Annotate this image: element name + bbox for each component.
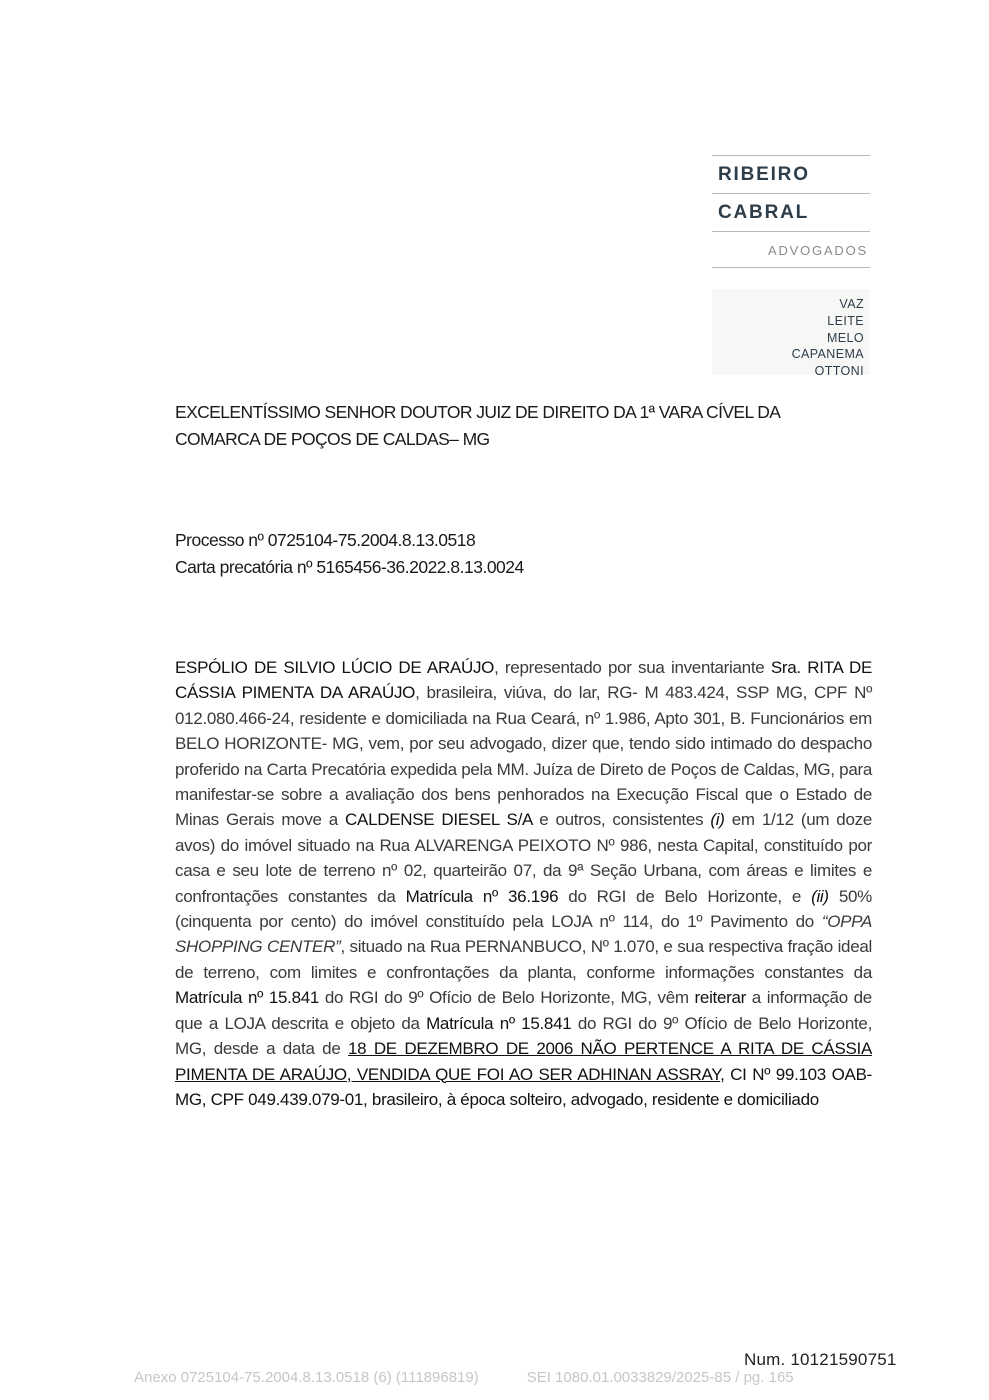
party-name: ESPÓLIO DE SILVIO LÚCIO DE ARAÚJO <box>175 658 495 677</box>
underlined-statement: 18 DE DEZEMBRO DE 2006 NÃO PERTENCE A RITA DE CÁSSIA PIMENTA DE ARAÚJO, VENDIDA QUE FOI AO SER ADHINAN ASSRAY <box>175 1039 872 1084</box>
representative-name: Sra. RITA DE CÁSSIA PIMENTA DA ARAÚJO <box>175 658 872 703</box>
partner-name: LEITE <box>827 313 864 328</box>
logo-rule <box>712 267 870 268</box>
registry-number: Matrícula nº 15.841 <box>175 988 320 1008</box>
text-run: 50% (cinquenta por cento) do imóvel constituído pela LOJA nº 114, do 1º Pavimento do <box>175 886 872 932</box>
addressee <box>175 399 825 453</box>
text-run: do RGI do 9º Ofício de Belo Horizonte, MG, vêm <box>319 988 695 1008</box>
partner-name: MELO <box>826 330 864 345</box>
registry-number: Matrícula nº 36.196 <box>405 886 559 906</box>
annex-stamp <box>134 1369 894 1386</box>
item-marker: (ii) <box>811 886 829 906</box>
process-reference <box>175 527 825 581</box>
emphasis-reiterar: reiterar <box>694 988 746 1008</box>
partner-list <box>712 289 870 379</box>
text-run: , situado na Rua PERNANBUCO, Nº 1.070, e sua respectiva fração ideal de terreno, com limites e confrontações da planta, conforme informações constantes da <box>175 937 872 982</box>
text-run: em 1/12 (um doze avos) do imóvel situado na Rua ALVARENGA PEIXOTO Nº 986, nesta Capital, constituído por casa e seu lote de terreno nº 02, quarteirão 07, da 9ª Seção Urbana, com áreas e limites e confrontações constantes da <box>175 810 872 906</box>
text-run: , brasileira, viúva, do lar, RG- M 483.424, SSP MG, CPF Nº 012.080.466-24, residente e domiciliada na Rua Ceará, nº 1.986, Apto 301, B. Funcionários em BELO HORIZONTE- MG, vem, por seu advogado, dizer que, tendo sido intimado do despacho proferido na Carta Precatória expedida pela MM. Juíza de Direto de Poços de Caldas, MG, para manifestar-se sobre a avaliação dos bens penhorados na Execução Fiscal que o Estado de Minas Gerais move a <box>175 683 872 830</box>
document-number: Num. 10121590751 <box>744 1350 897 1369</box>
logo-line-ribeiro: RIBEIRO <box>718 164 810 185</box>
annex-reference: Anexo 0725104-75.2004.8.13.0518 (6) (111896819) <box>134 1369 479 1386</box>
sei-reference: SEI 1080.01.0033829/2025-85 / pg. 165 <box>526 1369 794 1386</box>
buyer-details: , CI Nº 99.103 OAB-MG, CPF 049.439.079-01, brasileiro, à época solteiro, advogado, residente e domiciliado <box>175 1064 872 1109</box>
logo-line-advogados: ADVOGADOS <box>768 243 868 258</box>
text-run: a informação de que a LOJA descrita e objeto da <box>175 988 872 1033</box>
mall-name: “OPPA SHOPPING CENTER” <box>175 912 872 957</box>
partner-name: OTTONI <box>814 364 864 379</box>
defendant-name: CALDENSE DIESEL S/A <box>345 810 533 830</box>
partner-name: VAZ <box>839 297 864 311</box>
addressee-line: COMARCA DE POÇOS DE CALDAS– MG <box>175 429 490 449</box>
firm-logo <box>712 155 870 268</box>
addressee-line: EXCELENTÍSSIMO SENHOR DOUTOR JUIZ DE DIREITO DA 1ª VARA CÍVEL DA <box>175 402 781 422</box>
registry-number: Matrícula nº 15.841 <box>426 1013 572 1033</box>
text-run: e outros, consistentes <box>532 810 711 830</box>
petition-paragraph <box>175 655 872 1112</box>
process-number: Processo nº 0725104-75.2004.8.13.0518 <box>175 530 476 550</box>
precatory-letter-number: Carta precatória nº 5165456-36.2022.8.13.0024 <box>175 557 524 577</box>
partner-name: CAPANEMA <box>791 347 864 362</box>
text-run: , representado por sua inventariante <box>494 658 771 677</box>
text-run: do RGI do 9º Ofício de Belo Horizonte, MG, desde a data de <box>175 1013 872 1059</box>
item-marker: (i) <box>710 810 725 830</box>
logo-line-cabral: CABRAL <box>718 202 810 223</box>
text-run: do RGI de Belo Horizonte, e <box>558 886 812 906</box>
